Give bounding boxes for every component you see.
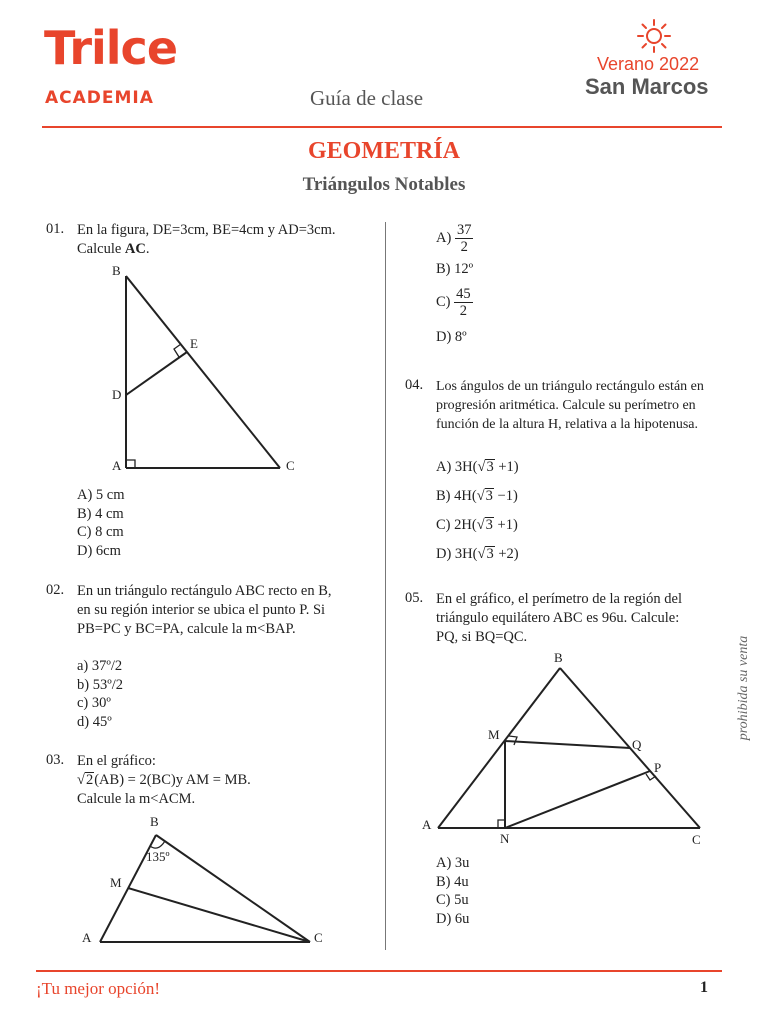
subject-title: GEOMETRÍA bbox=[307, 138, 460, 164]
q4-option-pre: D) 3H( bbox=[436, 546, 478, 562]
q4-option-c: C) 2H(√3 +1) bbox=[436, 517, 518, 533]
q2-text bbox=[77, 582, 377, 639]
q5-label-c: C bbox=[692, 832, 701, 847]
q3-option-c-den: 2 bbox=[459, 303, 467, 319]
q3-option-a bbox=[436, 222, 473, 256]
column-divider bbox=[385, 222, 386, 950]
guide-title: Guía de clase bbox=[310, 86, 424, 110]
q3-option-a-letter: A) bbox=[436, 229, 452, 246]
q5-option-b: B) 4u bbox=[436, 873, 469, 890]
q1-text bbox=[77, 221, 377, 259]
q4-options bbox=[436, 453, 519, 569]
q3-label-angle: 135º bbox=[146, 849, 170, 864]
q4-option-b: B) 4H(√3 −1) bbox=[436, 488, 518, 504]
q2-line: En un triángulo rectángulo ABC recto en B, bbox=[77, 583, 332, 599]
q3-option-c bbox=[436, 286, 473, 322]
q4-option-rad: 3 bbox=[485, 488, 493, 504]
q3-line: En el gráfico: bbox=[77, 753, 156, 769]
q5-label-b: B bbox=[554, 650, 563, 665]
q4-line: progresión aritmética. Calcule su perímetro en bbox=[436, 398, 696, 413]
q3-option-c-letter: C) bbox=[436, 293, 451, 310]
q3-figure bbox=[70, 810, 370, 950]
edition-label: Verano 2022 bbox=[597, 54, 700, 74]
q1-label-d: D bbox=[112, 387, 122, 402]
q2-line: en su región interior se ubica el punto P. Si bbox=[77, 602, 326, 618]
q2-options bbox=[77, 657, 123, 731]
footer-slogan: ¡Tu mejor opción! bbox=[36, 979, 161, 998]
q2-option-d: d) 45º bbox=[77, 713, 112, 730]
q4-line: función de la altura H, relativa a la hipotenusa. bbox=[436, 417, 699, 432]
sun-icon bbox=[636, 18, 672, 54]
q5-line: En el gráfico, el perímetro de la región del bbox=[436, 591, 682, 607]
q4-option-post: +2) bbox=[494, 546, 519, 562]
q4-number: 04. bbox=[405, 377, 424, 393]
q2-option-c: c) 30º bbox=[77, 695, 111, 712]
q3-line: Calcule la m<ACM. bbox=[77, 791, 196, 807]
q5-option-d: D) 6u bbox=[436, 910, 470, 927]
q1-figure bbox=[50, 258, 380, 478]
q3-formula-end: . bbox=[247, 772, 251, 788]
q5-label-n: N bbox=[500, 831, 510, 846]
q1-ask-bold: AC bbox=[124, 241, 146, 257]
q2-option-a: a) 37º/2 bbox=[77, 658, 123, 674]
q3-sqrt: 2 bbox=[85, 772, 94, 788]
q4-option-post: +1) bbox=[493, 517, 518, 533]
header-rule bbox=[42, 126, 722, 128]
brand-logo: Trilce bbox=[44, 21, 178, 75]
q2-line: PB=PC y BC=PA, calcule la m<BAP. bbox=[77, 621, 296, 637]
q5-label-a: A bbox=[422, 817, 432, 832]
q1-options bbox=[77, 486, 125, 560]
q4-option-rad: 3 bbox=[485, 517, 493, 533]
page-number: 1 bbox=[700, 979, 708, 996]
footer-rule bbox=[36, 970, 722, 972]
q4-text bbox=[436, 377, 726, 434]
q3-option-c-num: 45 bbox=[456, 286, 471, 302]
q1-ask bbox=[77, 240, 377, 259]
q3-formula-rest: (AB) = 2(BC)y AM = MB bbox=[94, 772, 248, 788]
q1-label-e: E bbox=[190, 336, 198, 351]
q3-formula: √2(AB) = 2(BC)y AM = MB. bbox=[77, 772, 251, 788]
q2-option-b: b) 53º/2 bbox=[77, 676, 123, 693]
q5-options bbox=[436, 854, 469, 928]
q1-label-a: A bbox=[112, 458, 122, 473]
q1-ask-suffix: . bbox=[145, 241, 150, 257]
q5-line: PQ, si BQ=QC. bbox=[436, 629, 528, 645]
q1-option-b: B) 4 cm bbox=[77, 505, 124, 522]
q5-figure bbox=[418, 646, 728, 856]
q3-option-b: B) 12º bbox=[436, 261, 474, 277]
q5-option-c: C) 5u bbox=[436, 892, 469, 909]
q3-label-b: B bbox=[150, 814, 159, 829]
q5-text bbox=[436, 590, 724, 647]
q3-label-a: A bbox=[82, 930, 92, 945]
q3-option-a-num: 37 bbox=[456, 222, 472, 238]
q1-option-a: A) 5 cm bbox=[77, 487, 125, 503]
brand-sub: ACADEMIA bbox=[45, 88, 154, 108]
q1-option-d: D) 6cm bbox=[77, 542, 121, 559]
q3-option-d: D) 8º bbox=[436, 329, 467, 345]
q5-label-q: Q bbox=[632, 737, 642, 752]
q4-option-post: −1) bbox=[493, 488, 518, 504]
q4-option-rad: 3 bbox=[486, 459, 494, 475]
q4-option-a: A) 3H(√3 +1) bbox=[436, 459, 519, 475]
q5-label-m: M bbox=[488, 727, 500, 742]
q3-options bbox=[436, 222, 473, 347]
q5-option-a: A) 3u bbox=[436, 855, 470, 871]
q1-line: En la figura, DE=3cm, BE=4cm y AD=3cm. bbox=[77, 222, 336, 238]
university-label: San Marcos bbox=[585, 74, 709, 99]
q5-label-p: P bbox=[654, 760, 662, 775]
q4-option-d: D) 3H(√3 +2) bbox=[436, 546, 519, 562]
q5-line: triángulo equilátero ABC es 96u. Calcule: bbox=[436, 610, 680, 626]
q3-label-m: M bbox=[110, 875, 122, 890]
q1-label-c: C bbox=[286, 458, 295, 473]
q1-ask-prefix: Calcule bbox=[77, 241, 125, 257]
q4-option-pre: A) 3H( bbox=[436, 459, 478, 475]
q1-number: 01. bbox=[46, 221, 65, 237]
q4-option-pre: C) 2H( bbox=[436, 517, 477, 533]
q4-option-pre: B) 4H( bbox=[436, 488, 477, 504]
q3-option-a-den: 2 bbox=[460, 239, 468, 255]
q3-label-c: C bbox=[314, 930, 323, 945]
q4-line: Los ángulos de un triángulo rectángulo están en bbox=[436, 379, 704, 394]
q3-option-c-frac bbox=[454, 286, 473, 319]
q3-number: 03. bbox=[46, 752, 65, 768]
q1-label-b: B bbox=[112, 263, 121, 278]
side-note: prohibida su venta bbox=[736, 635, 751, 741]
q4-option-rad: 3 bbox=[486, 546, 494, 562]
q3-option-a-frac bbox=[455, 222, 474, 255]
q3-text bbox=[77, 752, 377, 809]
q1-option-c: C) 8 cm bbox=[77, 524, 124, 541]
topic-title: Triángulos Notables bbox=[302, 174, 466, 195]
q5-number: 05. bbox=[405, 590, 424, 606]
q4-option-post: +1) bbox=[494, 459, 519, 475]
q2-number: 02. bbox=[46, 582, 65, 598]
